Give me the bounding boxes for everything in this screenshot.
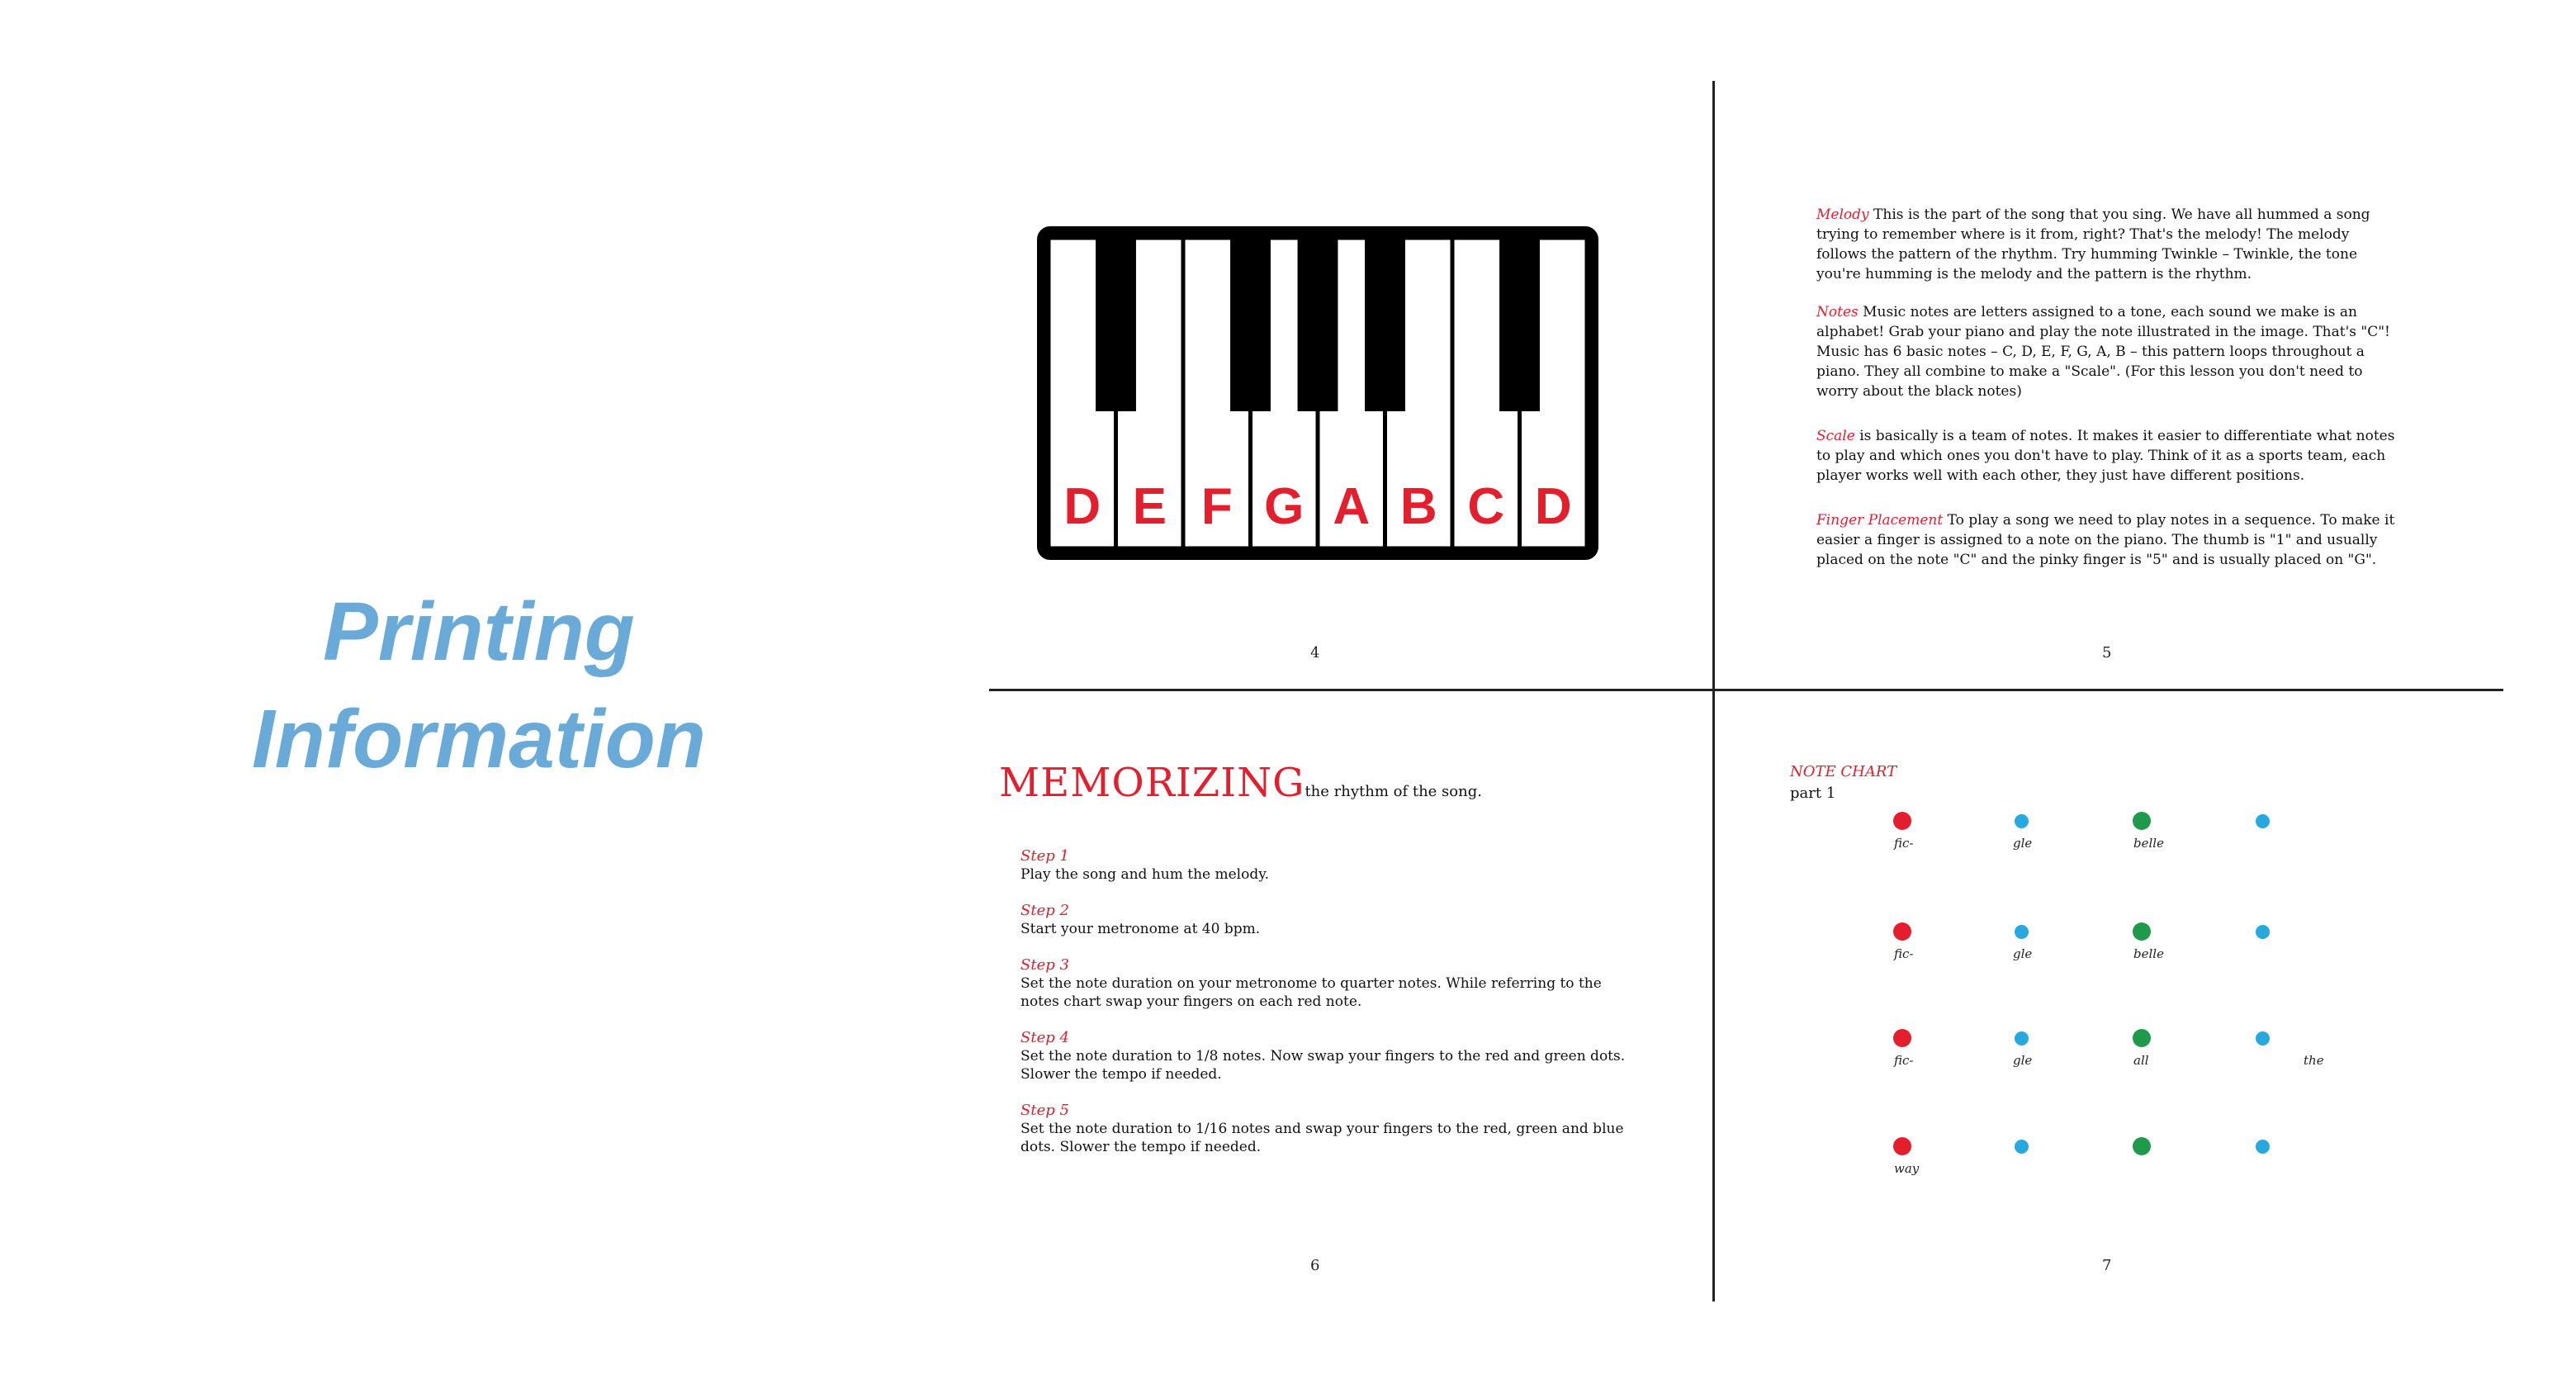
note-dot xyxy=(2256,1140,2270,1154)
step-label: Step 4 xyxy=(1020,1029,1069,1046)
finger-placement-term: Finger Placement xyxy=(1816,512,1944,529)
note-dot xyxy=(2133,812,2151,830)
notes-term: Notes xyxy=(1816,304,1859,320)
spread-vertical-divider xyxy=(1712,81,1715,1302)
black-key xyxy=(1298,238,1338,411)
piano-keyboard-illustration xyxy=(1037,226,1598,560)
step-label: Step 3 xyxy=(1020,956,1069,974)
note-dot xyxy=(2133,922,2151,941)
step-item xyxy=(1020,1029,1631,1083)
black-key xyxy=(1365,238,1405,411)
spread-horizontal-divider xyxy=(989,689,2503,691)
step-item xyxy=(1020,902,1631,938)
note-chart-title: NOTE CHART xyxy=(1790,763,1897,780)
scale-definition xyxy=(1816,426,2403,486)
memorizing-title: MEMORIZING xyxy=(999,760,1305,806)
note-dot xyxy=(2256,1031,2270,1045)
note-syllable: gle xyxy=(2013,946,2033,961)
memorizing-heading xyxy=(999,760,1482,806)
note-dot xyxy=(1893,812,1911,830)
step-text: Set the note duration to 1/16 notes and swap your fingers to the red, green and blue dots. Slower the tempo if needed. xyxy=(1020,1121,1624,1155)
memorizing-subtitle: the rhythm of the song. xyxy=(1305,783,1482,800)
heading-line-1: Printing xyxy=(323,586,635,678)
key-letter: D xyxy=(1534,478,1572,535)
note-syllable: fic- xyxy=(1894,1053,1914,1068)
key-letter: A xyxy=(1333,478,1371,535)
page-number-7: 7 xyxy=(2102,1257,2112,1274)
page-number-6: 6 xyxy=(1310,1257,1320,1274)
step-text: Start your metronome at 40 bpm. xyxy=(1020,921,1261,937)
step-item xyxy=(1020,847,1631,884)
note-dot xyxy=(1893,1137,1911,1155)
scale-term: Scale xyxy=(1816,428,1855,444)
note-dot xyxy=(1893,1029,1911,1047)
note-syllable: way xyxy=(1894,1161,1920,1176)
key-letter: G xyxy=(1264,478,1305,535)
step-label: Step 5 xyxy=(1020,1102,1069,1119)
page-number-4: 4 xyxy=(1310,644,1320,661)
note-syllable: gle xyxy=(2013,836,2033,851)
black-key xyxy=(1499,238,1540,411)
note-syllable: the xyxy=(2304,1053,2324,1068)
note-dot xyxy=(2015,814,2029,828)
key-letter: C xyxy=(1467,478,1505,535)
note-dot xyxy=(2015,1031,2029,1045)
step-label: Step 1 xyxy=(1020,847,1069,865)
finger-placement-text: To play a song we need to play notes in a sequence. To make it easier a finger is assigned to a note on the piano. The thumb is "1" and usually placed on the note "C" and the pinky finger is "5" and is usually placed on "G". xyxy=(1816,512,2395,568)
page-number-5: 5 xyxy=(2102,644,2112,661)
key-letter: B xyxy=(1399,478,1437,535)
note-dot xyxy=(2133,1029,2151,1047)
note-dot xyxy=(2015,1140,2029,1154)
melody-definition xyxy=(1816,205,2403,284)
finger-placement-definition xyxy=(1816,510,2403,570)
note-syllable: all xyxy=(2133,1053,2149,1068)
note-syllable: belle xyxy=(2133,946,2164,961)
step-text: Set the note duration to 1/8 notes. Now swap your fingers to the red and green dots. Slower the tempo if needed. xyxy=(1020,1048,1626,1083)
note-syllable: fic- xyxy=(1894,836,1914,851)
note-dot xyxy=(2133,1137,2151,1155)
printing-information-heading xyxy=(165,578,793,793)
step-text: Set the note duration on your metronome to quarter notes. While referring to the notes chart swap your fingers on each red note. xyxy=(1020,975,1602,1010)
scale-text: is basically is a team of notes. It makes it easier to differentiate what notes to play and which ones you don't have to play. Think of it as a sports team, each player works well with each other, they just have different positions. xyxy=(1816,428,2395,484)
notes-text: Music notes are letters assigned to a tone, each sound we make is an alphabet! Grab your piano and play the note illustrated in the image. That's "C"! Music has 6 basic notes – C, D, E, F, G, A, B – this pattern loops throughout a piano. They all combine to make a "Scale". (For this lesson you don't need to worry about the black notes) xyxy=(1816,304,2390,400)
note-chart-part: part 1 xyxy=(1790,785,1836,802)
melody-term: Melody xyxy=(1816,206,1869,223)
key-letter: D xyxy=(1063,478,1101,535)
note-syllable: belle xyxy=(2133,836,2164,851)
step-item xyxy=(1020,956,1631,1011)
black-key xyxy=(1096,238,1136,411)
step-text: Play the song and hum the melody. xyxy=(1020,866,1269,883)
melody-text: This is the part of the song that you sing. We have all hummed a song trying to remember where is it from, right? That's the melody! The melody follows the pattern of the rhythm. Try humming Twinkle – Twinkle, the tone you're humming is the melody and the pattern is the rhythm. xyxy=(1816,206,2370,282)
key-letter: E xyxy=(1132,478,1167,535)
note-dot xyxy=(2256,925,2270,939)
note-syllable: fic- xyxy=(1894,946,1914,961)
note-syllable: gle xyxy=(2013,1053,2033,1068)
note-dot xyxy=(2015,925,2029,939)
step-item xyxy=(1020,1102,1631,1156)
page-5-definitions xyxy=(1816,205,2403,588)
step-label: Step 2 xyxy=(1020,902,1069,919)
steps-list xyxy=(1020,847,1631,1174)
notes-definition xyxy=(1816,302,2403,401)
key-letter: F xyxy=(1200,478,1233,535)
black-key xyxy=(1230,238,1271,411)
note-dot xyxy=(2256,814,2270,828)
piano-svg xyxy=(1037,226,1598,560)
note-dot xyxy=(1893,922,1911,941)
heading-line-2: Information xyxy=(252,693,706,785)
